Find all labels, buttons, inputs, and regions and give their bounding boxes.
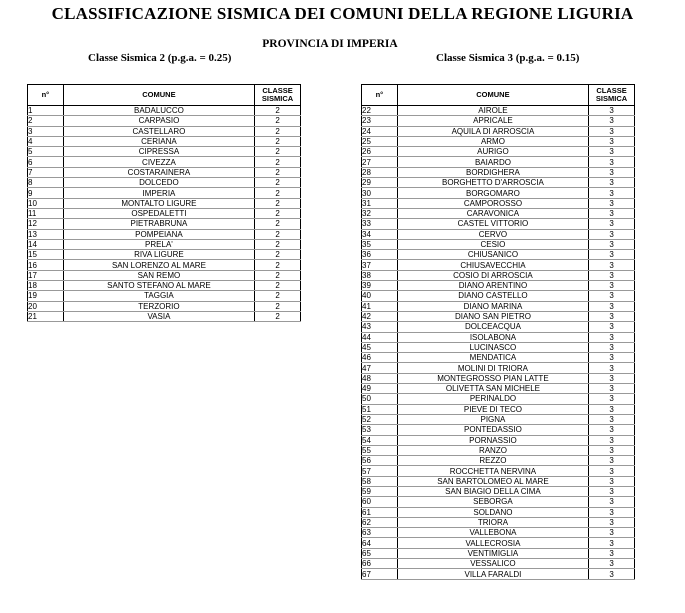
row-comune: SAN BARTOLOMEO AL MARE: [397, 476, 588, 486]
row-number: 62: [362, 517, 398, 527]
row-comune: BADALUCCO: [63, 106, 254, 116]
table-row: [362, 136, 635, 146]
table-row: [28, 260, 301, 270]
row-comune: BORDIGHERA: [397, 167, 588, 177]
table-row: [362, 363, 635, 373]
table-row: [362, 188, 635, 198]
table-row: [28, 157, 301, 167]
classe-2-label: Classe Sismica 2 (p.g.a. = 0.25): [88, 52, 232, 64]
row-number: 44: [362, 332, 398, 342]
row-classe: 2: [255, 219, 301, 229]
header-classe: CLASSE SISMICA: [589, 85, 635, 106]
row-number: 67: [362, 569, 398, 579]
header-n: n°: [362, 85, 398, 106]
row-number: 58: [362, 476, 398, 486]
classe-2-table: [27, 84, 301, 322]
row-comune: ROCCHETTA NERVINA: [397, 466, 588, 476]
row-number: 43: [362, 322, 398, 332]
table-header-row: [28, 85, 301, 106]
table-row: [362, 332, 635, 342]
table-row: [28, 229, 301, 239]
row-classe: 2: [255, 167, 301, 177]
row-classe: 3: [589, 559, 635, 569]
table-row: [28, 270, 301, 280]
row-classe: 3: [589, 394, 635, 404]
classe-3-table: [361, 84, 635, 580]
table-row: [362, 311, 635, 321]
table-row: [362, 425, 635, 435]
row-classe: 3: [589, 157, 635, 167]
row-number: 34: [362, 229, 398, 239]
table-row: [362, 414, 635, 424]
table-row: [28, 219, 301, 229]
row-comune: CARPASIO: [63, 116, 254, 126]
table-row: [362, 208, 635, 218]
row-classe: 3: [589, 178, 635, 188]
row-comune: MOLINI DI TRIORA: [397, 363, 588, 373]
row-comune: SANTO STEFANO AL MARE: [63, 281, 254, 291]
table-row: [362, 373, 635, 383]
row-comune: CERIANA: [63, 136, 254, 146]
row-classe: 2: [255, 229, 301, 239]
row-comune: COSTARAINERA: [63, 167, 254, 177]
table-header-row: [362, 85, 635, 106]
row-classe: 2: [255, 281, 301, 291]
row-number: 24: [362, 126, 398, 136]
row-classe: 3: [589, 384, 635, 394]
row-comune: APRICALE: [397, 116, 588, 126]
row-number: 65: [362, 548, 398, 558]
row-classe: 2: [255, 260, 301, 270]
row-number: 61: [362, 507, 398, 517]
row-number: 56: [362, 456, 398, 466]
table-row: [362, 476, 635, 486]
row-classe: 3: [589, 528, 635, 538]
table-row: [362, 507, 635, 517]
table-row: [28, 198, 301, 208]
row-classe: 3: [589, 136, 635, 146]
table-row: [362, 384, 635, 394]
row-classe: 3: [589, 373, 635, 383]
row-classe: 2: [255, 250, 301, 260]
classe-3-rows: [362, 106, 635, 580]
row-comune: DOLCEDO: [63, 178, 254, 188]
table-row: [28, 281, 301, 291]
row-classe: 3: [589, 456, 635, 466]
row-number: 47: [362, 363, 398, 373]
row-comune: ISOLABONA: [397, 332, 588, 342]
header-classe: CLASSE SISMICA: [255, 85, 301, 106]
row-classe: 3: [589, 476, 635, 486]
row-number: 11: [28, 208, 64, 218]
table-row: [28, 208, 301, 218]
row-classe: 3: [589, 486, 635, 496]
row-number: 3: [28, 126, 64, 136]
table-row: [28, 126, 301, 136]
row-classe: 3: [589, 188, 635, 198]
row-number: 32: [362, 208, 398, 218]
row-number: 38: [362, 270, 398, 280]
row-number: 22: [362, 106, 398, 116]
row-classe: 2: [255, 136, 301, 146]
table-row: [362, 404, 635, 414]
row-number: 33: [362, 219, 398, 229]
row-number: 37: [362, 260, 398, 270]
row-comune: PERINALDO: [397, 394, 588, 404]
row-classe: 3: [589, 116, 635, 126]
row-number: 12: [28, 219, 64, 229]
row-classe: 2: [255, 291, 301, 301]
row-classe: 3: [589, 311, 635, 321]
table-row: [28, 239, 301, 249]
row-comune: CIVEZZA: [63, 157, 254, 167]
table-row: [362, 497, 635, 507]
row-number: 66: [362, 559, 398, 569]
row-comune: REZZO: [397, 456, 588, 466]
row-classe: 3: [589, 414, 635, 424]
table-row: [28, 311, 301, 321]
row-number: 41: [362, 301, 398, 311]
table-row: [362, 342, 635, 352]
table-row: [362, 435, 635, 445]
row-comune: VALLEBONA: [397, 528, 588, 538]
row-number: 16: [28, 260, 64, 270]
header-comune: COMUNE: [397, 85, 588, 106]
row-comune: SOLDANO: [397, 507, 588, 517]
row-comune: OSPEDALETTI: [63, 208, 254, 218]
row-comune: PIETRABRUNA: [63, 219, 254, 229]
row-comune: TERZORIO: [63, 301, 254, 311]
row-comune: VILLA FARALDI: [397, 569, 588, 579]
row-classe: 3: [589, 332, 635, 342]
table-row: [362, 178, 635, 188]
row-classe: 3: [589, 250, 635, 260]
row-comune: DIANO SAN PIETRO: [397, 311, 588, 321]
row-number: 48: [362, 373, 398, 383]
row-comune: DOLCEACQUA: [397, 322, 588, 332]
row-classe: 2: [255, 239, 301, 249]
table-row: [362, 517, 635, 527]
row-classe: 3: [589, 219, 635, 229]
row-classe: 3: [589, 445, 635, 455]
row-comune: PRELA': [63, 239, 254, 249]
table-row: [28, 250, 301, 260]
row-classe: 3: [589, 435, 635, 445]
row-classe: 3: [589, 548, 635, 558]
table-row: [362, 456, 635, 466]
row-comune: PORNASSIO: [397, 435, 588, 445]
row-classe: 2: [255, 126, 301, 136]
row-number: 14: [28, 239, 64, 249]
row-comune: PONTEDASSIO: [397, 425, 588, 435]
row-classe: 2: [255, 157, 301, 167]
table-row: [362, 569, 635, 579]
row-number: 57: [362, 466, 398, 476]
row-classe: 2: [255, 147, 301, 157]
row-number: 54: [362, 435, 398, 445]
table-row: [362, 322, 635, 332]
row-number: 6: [28, 157, 64, 167]
row-number: 23: [362, 116, 398, 126]
row-number: 25: [362, 136, 398, 146]
row-number: 8: [28, 178, 64, 188]
table-row: [362, 559, 635, 569]
row-comune: RANZO: [397, 445, 588, 455]
row-classe: 3: [589, 147, 635, 157]
row-number: 35: [362, 239, 398, 249]
row-comune: PIGNA: [397, 414, 588, 424]
row-classe: 3: [589, 466, 635, 476]
row-classe: 3: [589, 569, 635, 579]
row-classe: 3: [589, 229, 635, 239]
row-comune: AURIGO: [397, 147, 588, 157]
table-row: [362, 466, 635, 476]
table-row: [28, 136, 301, 146]
row-comune: DIANO ARENTINO: [397, 281, 588, 291]
row-comune: CESIO: [397, 239, 588, 249]
table-row: [28, 147, 301, 157]
table-row: [28, 106, 301, 116]
row-number: 52: [362, 414, 398, 424]
row-classe: 2: [255, 208, 301, 218]
row-number: 5: [28, 147, 64, 157]
row-comune: BORGOMARO: [397, 188, 588, 198]
row-number: 13: [28, 229, 64, 239]
row-classe: 2: [255, 188, 301, 198]
row-number: 39: [362, 281, 398, 291]
table-row: [362, 229, 635, 239]
table-row: [362, 239, 635, 249]
table-row: [362, 281, 635, 291]
table-row: [362, 301, 635, 311]
table-row: [362, 219, 635, 229]
row-comune: MENDATICA: [397, 353, 588, 363]
row-number: 28: [362, 167, 398, 177]
row-number: 2: [28, 116, 64, 126]
table-row: [362, 394, 635, 404]
row-comune: IMPERIA: [63, 188, 254, 198]
row-comune: CERVO: [397, 229, 588, 239]
row-comune: VENTIMIGLIA: [397, 548, 588, 558]
header-n: n°: [28, 85, 64, 106]
row-comune: AQUILA DI ARROSCIA: [397, 126, 588, 136]
row-comune: CHIUSAVECCHIA: [397, 260, 588, 270]
row-number: 20: [28, 301, 64, 311]
row-number: 29: [362, 178, 398, 188]
row-classe: 3: [589, 301, 635, 311]
row-number: 55: [362, 445, 398, 455]
row-number: 19: [28, 291, 64, 301]
page-title: CLASSIFICAZIONE SISMICA DEI COMUNI DELLA REGIONE LIGURIA: [51, 4, 634, 23]
row-comune: CASTEL VITTORIO: [397, 219, 588, 229]
row-classe: 3: [589, 363, 635, 373]
row-number: 64: [362, 538, 398, 548]
row-classe: 3: [589, 291, 635, 301]
row-comune: OLIVETTA SAN MICHELE: [397, 384, 588, 394]
row-number: 45: [362, 342, 398, 352]
row-number: 10: [28, 198, 64, 208]
row-number: 53: [362, 425, 398, 435]
row-number: 50: [362, 394, 398, 404]
table-row: [362, 486, 635, 496]
row-comune: PIEVE DI TECO: [397, 404, 588, 414]
row-classe: 3: [589, 322, 635, 332]
table-row: [362, 167, 635, 177]
row-comune: POMPEIANA: [63, 229, 254, 239]
province-title: PROVINCIA DI IMPERIA: [262, 38, 398, 50]
row-classe: 3: [589, 260, 635, 270]
table-row: [362, 250, 635, 260]
row-classe: 3: [589, 497, 635, 507]
row-comune: SAN LORENZO AL MARE: [63, 260, 254, 270]
row-number: 27: [362, 157, 398, 167]
row-comune: LUCINASCO: [397, 342, 588, 352]
row-comune: MONTALTO LIGURE: [63, 198, 254, 208]
table-row: [362, 270, 635, 280]
row-comune: SAN REMO: [63, 270, 254, 280]
row-comune: BORGHETTO D'ARROSCIA: [397, 178, 588, 188]
row-number: 42: [362, 311, 398, 321]
row-comune: SEBORGA: [397, 497, 588, 507]
row-number: 60: [362, 497, 398, 507]
row-comune: RIVA LIGURE: [63, 250, 254, 260]
row-classe: 3: [589, 538, 635, 548]
row-classe: 3: [589, 239, 635, 249]
table-row: [362, 445, 635, 455]
row-classe: 3: [589, 404, 635, 414]
row-classe: 3: [589, 270, 635, 280]
table-row: [362, 106, 635, 116]
row-number: 49: [362, 384, 398, 394]
table-row: [28, 291, 301, 301]
row-comune: ARMO: [397, 136, 588, 146]
table-row: [362, 126, 635, 136]
table-row: [28, 188, 301, 198]
table-row: [362, 147, 635, 157]
row-classe: 2: [255, 116, 301, 126]
row-classe: 3: [589, 517, 635, 527]
row-classe: 3: [589, 167, 635, 177]
table-row: [362, 291, 635, 301]
row-comune: CARAVONICA: [397, 208, 588, 218]
row-number: 51: [362, 404, 398, 414]
row-classe: 3: [589, 198, 635, 208]
row-comune: AIROLE: [397, 106, 588, 116]
row-comune: VASIA: [63, 311, 254, 321]
table-row: [362, 353, 635, 363]
row-number: 31: [362, 198, 398, 208]
row-number: 59: [362, 486, 398, 496]
row-classe: 3: [589, 126, 635, 136]
row-classe: 2: [255, 106, 301, 116]
row-comune: CASTELLARO: [63, 126, 254, 136]
row-classe: 3: [589, 281, 635, 291]
classe-2-rows: [28, 106, 301, 322]
row-number: 40: [362, 291, 398, 301]
row-number: 1: [28, 106, 64, 116]
table-row: [362, 528, 635, 538]
row-number: 46: [362, 353, 398, 363]
row-classe: 2: [255, 301, 301, 311]
row-number: 17: [28, 270, 64, 280]
row-number: 18: [28, 281, 64, 291]
table-row: [362, 116, 635, 126]
table-row: [362, 157, 635, 167]
row-comune: CAMPOROSSO: [397, 198, 588, 208]
row-number: 21: [28, 311, 64, 321]
row-comune: TAGGIA: [63, 291, 254, 301]
row-comune: SAN BIAGIO DELLA CIMA: [397, 486, 588, 496]
header-comune: COMUNE: [63, 85, 254, 106]
row-classe: 3: [589, 425, 635, 435]
row-comune: VALLECROSIA: [397, 538, 588, 548]
row-classe: 2: [255, 311, 301, 321]
table-row: [362, 260, 635, 270]
row-classe: 3: [589, 507, 635, 517]
table-row: [28, 301, 301, 311]
row-classe: 2: [255, 270, 301, 280]
row-classe: 3: [589, 106, 635, 116]
table-row: [28, 167, 301, 177]
row-number: 15: [28, 250, 64, 260]
table-row: [28, 116, 301, 126]
row-comune: DIANO CASTELLO: [397, 291, 588, 301]
row-classe: 3: [589, 342, 635, 352]
table-row: [362, 548, 635, 558]
classe-3-label: Classe Sismica 3 (p.g.a. = 0.15): [436, 52, 580, 64]
row-comune: MONTEGROSSO PIAN LATTE: [397, 373, 588, 383]
row-number: 30: [362, 188, 398, 198]
row-classe: 3: [589, 208, 635, 218]
row-classe: 2: [255, 178, 301, 188]
row-classe: 2: [255, 198, 301, 208]
row-number: 7: [28, 167, 64, 177]
row-number: 26: [362, 147, 398, 157]
row-comune: TRIORA: [397, 517, 588, 527]
row-comune: COSIO DI ARROSCIA: [397, 270, 588, 280]
table-row: [362, 198, 635, 208]
row-comune: CIPRESSA: [63, 147, 254, 157]
table-row: [362, 538, 635, 548]
row-number: 63: [362, 528, 398, 538]
table-row: [28, 178, 301, 188]
row-number: 4: [28, 136, 64, 146]
row-classe: 3: [589, 353, 635, 363]
row-comune: BAIARDO: [397, 157, 588, 167]
row-number: 36: [362, 250, 398, 260]
row-comune: DIANO MARINA: [397, 301, 588, 311]
row-comune: CHIUSANICO: [397, 250, 588, 260]
row-comune: VESSALICO: [397, 559, 588, 569]
row-number: 9: [28, 188, 64, 198]
